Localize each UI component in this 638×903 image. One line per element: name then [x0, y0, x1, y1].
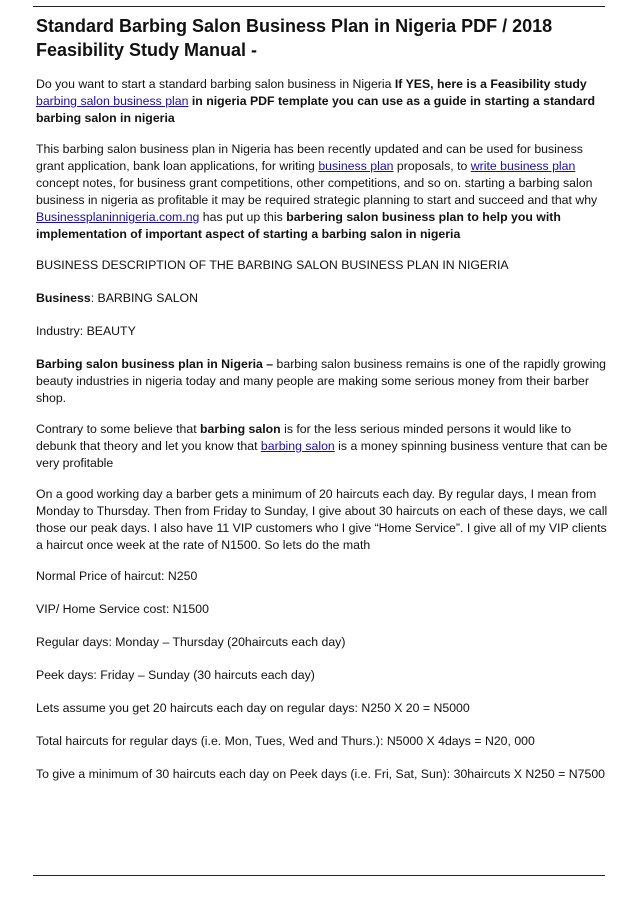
- intro-bold-2: in nigeria PDF template you can use as a guide in starting a standard barbing salon in nigeria: [36, 94, 596, 125]
- plan-text-1: This barbing salon business plan in Nigeria has been recently updated and can be used for business grant application, bank loan applications, for writing: [36, 142, 583, 173]
- assume-line: Lets assume you get 20 haircuts each day on regular days: N250 X 20 = N5000: [36, 701, 470, 715]
- barbing-salon-link[interactable]: barbing salon: [260, 439, 335, 453]
- intro-paragraph: [36, 76, 608, 127]
- growth-text: barbing salon business remains is one of the rapidly growing beauty industries in nigeria today and many people are making some serious money from their barber shop.: [36, 357, 607, 405]
- regular-days-line: Regular days: Monday – Thursday (20haircuts each day): [36, 635, 346, 649]
- growth-paragraph: [36, 356, 608, 407]
- business-value: : BARBING SALON: [90, 291, 198, 305]
- contrary-text-1: Contrary to some believe that: [36, 422, 201, 436]
- plan-text-2: proposals, to: [393, 159, 471, 173]
- contrary-text-2: is for the less serious minded persons it would like to debunk that theory and let you know that: [36, 422, 572, 453]
- write-business-plan-link[interactable]: write business plan: [470, 159, 576, 173]
- contrary-paragraph: [36, 421, 608, 472]
- plan-text-3: concept notes, for business grant competitions, other competitions, and so on. starting a barbing salon business in nigeria as profitable it may be required strategic planning to start and succeed and that why: [36, 176, 598, 207]
- business-label: Business: [36, 291, 91, 305]
- vip-cost-line: VIP/ Home Service cost: N1500: [36, 602, 209, 616]
- contrary-bold: barbing salon: [200, 422, 281, 436]
- growth-bold: Barbing salon business plan in Nigeria –: [36, 357, 277, 371]
- top-rule: [33, 6, 605, 7]
- intro-text: Do you want to start a standard barbing salon business in Nigeria: [36, 77, 395, 91]
- normal-price-line: Normal Price of haircut: N250: [36, 569, 198, 583]
- peek-days-line: Peek days: Friday – Sunday (30 haircuts each day): [36, 668, 315, 682]
- plan-bold: barbering salon business plan to help you with implementation of important aspect of starting a barbing salon in nigeria: [36, 210, 561, 241]
- peek-calculation-paragraph: To give a minimum of 30 haircuts each day on Peek days (i.e. Fri, Sat, Sun): 30haircuts X N250 = N7500: [36, 767, 606, 781]
- contrary-text-3: is a money spinning business venture that can be very profitable: [36, 439, 608, 470]
- working-day-paragraph: On a good working day a barber gets a minimum of 20 haircuts each day. By regular days, I mean from Monday to Thursday. Then from Friday to Sunday, I give about 30 haircuts on each of these days, we call those our peak days. I also have 11 VIP customers who I give “Home Service”. I give all of my VIP clients a haircut once week at the rate of N1500. So lets do the math: [36, 487, 608, 552]
- intro-bold-1: If YES, here is a Feasibility study: [394, 77, 587, 91]
- plan-description-paragraph: [36, 141, 608, 243]
- barbing-salon-business-plan-link[interactable]: barbing salon business plan: [36, 94, 189, 108]
- total-regular-line: Total haircuts for regular days (i.e. Mon, Tues, Wed and Thurs.): N5000 X 4days = N20, 000: [36, 734, 535, 748]
- business-line: [36, 290, 608, 307]
- site-link[interactable]: Businessplaninnigeria.com.ng: [36, 210, 200, 224]
- document-content: [36, 14, 608, 797]
- industry-line: Industry: BEAUTY: [36, 324, 136, 338]
- section-heading: BUSINESS DESCRIPTION OF THE BARBING SALON BUSINESS PLAN IN NIGERIA: [36, 258, 509, 272]
- plan-text-4: has put up this: [199, 210, 287, 224]
- document-title: Standard Barbing Salon Business Plan in Nigeria PDF / 2018 Feasibility Study Manual -: [36, 16, 553, 60]
- bottom-rule: [33, 875, 605, 876]
- business-plan-link[interactable]: business plan: [318, 159, 394, 173]
